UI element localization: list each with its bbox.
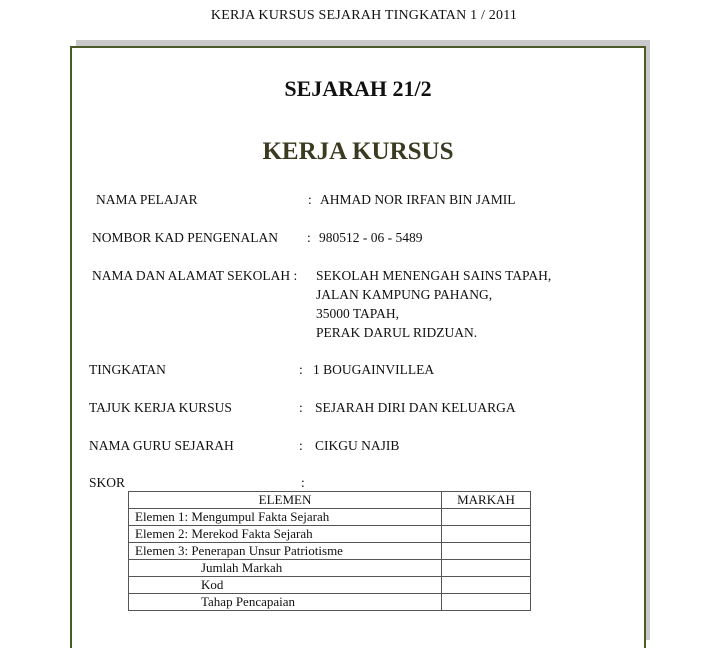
markah-cell	[442, 577, 531, 594]
tingkatan-colon: :	[299, 362, 303, 377]
row-label: Kod	[129, 577, 442, 594]
markah-cell	[442, 526, 531, 543]
score-table	[128, 491, 531, 611]
header-markah: MARKAH	[442, 492, 531, 509]
nama-value: AHMAD NOR IRFAN BIN JAMIL	[320, 192, 516, 207]
markah-cell	[442, 509, 531, 526]
table-row	[129, 560, 531, 577]
guru-label: NAMA GURU SEJARAH	[89, 438, 234, 453]
row-label: Elemen 2: Merekod Fakta Sejarah	[129, 526, 442, 543]
row-label: Elemen 1: Mengumpul Fakta Sejarah	[129, 509, 442, 526]
tajuk-colon: :	[299, 400, 303, 415]
skor-label: SKOR	[89, 475, 126, 490]
nama-label: NAMA PELAJAR	[96, 192, 198, 207]
document-subtitle: KERJA KURSUS	[262, 138, 454, 165]
markah-cell	[442, 560, 531, 577]
markah-cell	[442, 543, 531, 560]
sekolah-line-1: SEKOLAH MENENGAH SAINS TAPAH,	[316, 268, 552, 283]
row-label: Tahap Pencapaian	[129, 594, 442, 611]
kp-label: NOMBOR KAD PENGENALAN	[92, 230, 279, 245]
sekolah-line-4: PERAK DARUL RIDZUAN.	[316, 325, 478, 340]
page-header: KERJA KURSUS SEJARAH TINGKATAN 1 / 2011	[210, 8, 518, 23]
document-title: SEJARAH 21/2	[284, 76, 432, 101]
header-elemen: ELEMEN	[129, 492, 442, 509]
markah-cell	[442, 594, 531, 611]
table-row	[129, 594, 531, 611]
tingkatan-label: TINGKATAN	[89, 362, 166, 377]
kp-value: 980512 - 06 - 5489	[319, 230, 423, 245]
tingkatan-value: 1 BOUGAINVILLEA	[313, 362, 435, 377]
sekolah-line-3: 35000 TAPAH,	[316, 306, 399, 321]
tajuk-value: SEJARAH DIRI DAN KELUARGA	[315, 400, 516, 415]
nama-colon: :	[308, 192, 312, 207]
tajuk-label: TAJUK KERJA KURSUS	[89, 400, 232, 415]
guru-colon: :	[299, 438, 303, 453]
kp-colon: :	[307, 230, 311, 245]
row-label: Elemen 3: Penerapan Unsur Patriotisme	[129, 543, 442, 560]
row-label: Jumlah Markah	[129, 560, 442, 577]
table-header-row	[129, 492, 531, 509]
table-row	[129, 509, 531, 526]
table-row	[129, 543, 531, 560]
skor-colon: :	[301, 475, 305, 490]
sekolah-label: NAMA DAN ALAMAT SEKOLAH :	[92, 268, 298, 283]
guru-value: CIKGU NAJIB	[315, 438, 400, 453]
table-row	[129, 526, 531, 543]
sekolah-line-2: JALAN KAMPUNG PAHANG,	[316, 287, 493, 302]
table-row	[129, 577, 531, 594]
